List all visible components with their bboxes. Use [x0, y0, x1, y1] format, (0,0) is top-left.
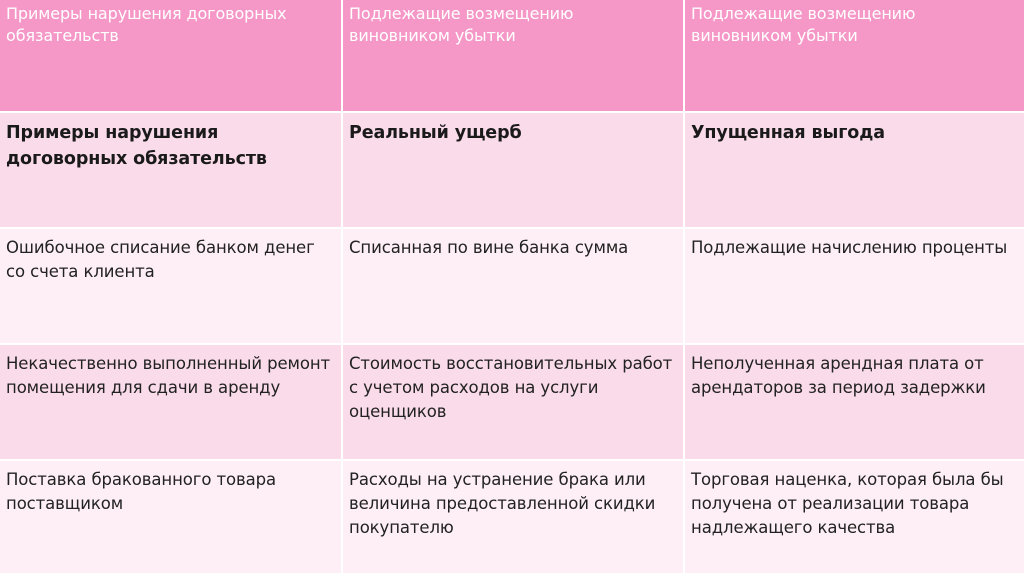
table-cell: Неполученная арендная плата от арендаторов за период задержки	[684, 344, 1024, 460]
header-cell: Подлежащие возмещению виновником убытки	[684, 0, 1024, 112]
table-row	[0, 460, 1024, 574]
table-cell: Некачественно выполненный ремонт помещения для сдачи в аренду	[0, 344, 342, 460]
table-cell: Поставка бракованного товара поставщиком	[0, 460, 342, 574]
column-title-row	[0, 112, 1024, 228]
table-cell: Списанная по вине банка сумма	[342, 228, 684, 344]
table-cell: Подлежащие начислению проценты	[684, 228, 1024, 344]
column-title-violations: Примеры нарушения договорных обязательств	[0, 112, 342, 228]
table-cell: Ошибочное списание банком денег со счета клиента	[0, 228, 342, 344]
table-cell: Стоимость восстановительных работ с учетом расходов на услуги оценщиков	[342, 344, 684, 460]
table-cell: Расходы на устранение брака или величина предоставленной скидки покупателю	[342, 460, 684, 574]
column-title-real-damage: Реальный ущерб	[342, 112, 684, 228]
column-title-lost-profit: Упущенная выгода	[684, 112, 1024, 228]
header-cell: Подлежащие возмещению виновником убытки	[342, 0, 684, 112]
table-row	[0, 228, 1024, 344]
table-header-row	[0, 0, 1024, 112]
table-row	[0, 344, 1024, 460]
table-cell: Торговая наценка, которая была бы получена от реализации товара надлежащего качества	[684, 460, 1024, 574]
header-cell: Примеры нарушения договорных обязательств	[0, 0, 342, 112]
